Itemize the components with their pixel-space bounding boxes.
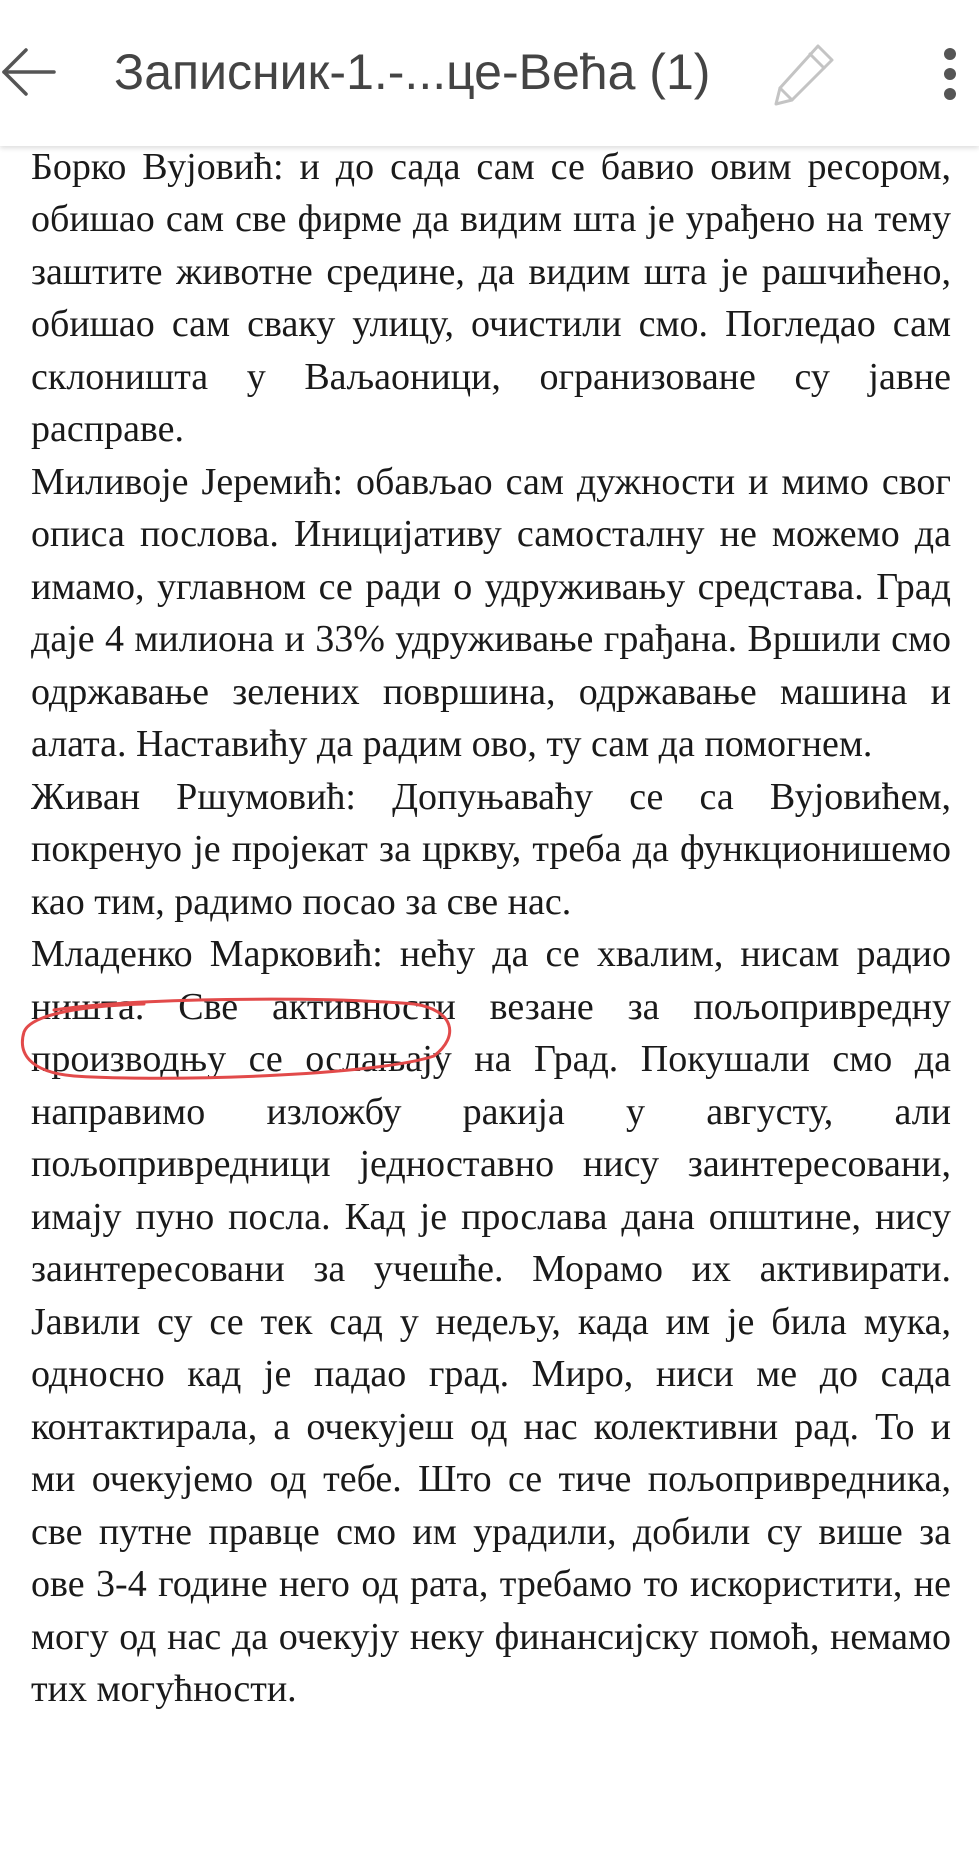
- paragraph: Младенко Марковић: нећу да се хвалим, нисам радио ништа. Све активности везане за пољопривредну производњу се ослањају на Град. Покушали смо да направимо изложбу ракија у августу, али пољопривредници једноставно нису заинтересовани, имају пуно посла. Кад је прослава дана општине, нису заинтересовани за учешће. Морамо их активирати. Јавили су се тек сад у недељу, када им је била мука, односно кад је падао град. Миро, ниси ме до сада контактирала, а очекујеш од нас колективни рад. То и ми очекујемо од тебе. Што се тиче пољопривредника, све путне правце смо им урадили, добили су више за ове 3-4 године него од рата, требамо то искористити, не могу од нас да очекују неку финансијску помоћ, немамо тих могућности.: [31, 933, 951, 1710]
- edit-button[interactable]: [768, 40, 838, 110]
- pencil-icon: [768, 40, 838, 110]
- document-body: [31, 88, 951, 1716]
- more-vertical-icon: [930, 46, 970, 102]
- arrow-left-icon: [0, 42, 60, 102]
- more-options-button[interactable]: [930, 46, 970, 102]
- app-bar: [0, 0, 979, 146]
- paragraph: Миливоје Јеремић: обављао сам дужности и мимо свог описа послова. Иницијативу самосталну не можемо да имамо, углавном се ради о удруживању средстава. Град даје 4 милиона и 33% удруживање грађана. Вршили смо одржавање зелених површина, одржавање машина и алата. Наставићу да радим ово, ту сам да помогнем.: [31, 460, 951, 765]
- paragraph: Живан Ршумовић: Допуњаваћу се са Вујовићем, покренуо је пројекат за цркву, треба да функционишемо као тим, радимо посао за све нас.: [31, 775, 951, 923]
- paragraph: Борко Вујовић: и до сада сам се бавио овим ресором, обишао сам све фирме да видим шта је урађено на тему заштите животне средине, да видим шта је рашчићено, обишао сам сваку улицу, очистили смо. Погледао сам склоништа у Ваљаоници, огранизоване су јавне расправе.: [31, 145, 951, 450]
- document-title: Записник-1.-...це-Већа (1): [114, 44, 711, 100]
- back-button[interactable]: [0, 42, 60, 102]
